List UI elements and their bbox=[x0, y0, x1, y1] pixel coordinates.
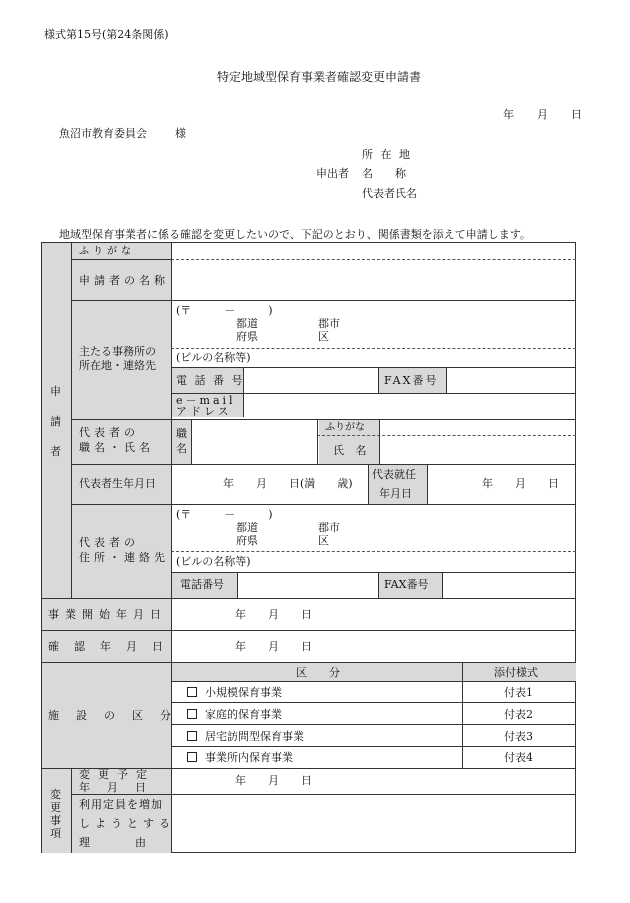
rep-furigana-label: ふりがな bbox=[325, 422, 365, 433]
facility-attach: 付表3 bbox=[504, 730, 533, 743]
applicant-name-label: 名 称 bbox=[362, 167, 406, 180]
rep-address-label-2: 住所・連絡先 bbox=[79, 551, 169, 564]
reason-label-2: しようとする bbox=[79, 817, 175, 830]
rep-fax-label: FAX番号 bbox=[384, 578, 429, 591]
facility-item[interactable] bbox=[187, 687, 282, 698]
office-postal: (〒 － ) bbox=[176, 304, 273, 317]
checkbox[interactable] bbox=[187, 687, 197, 697]
office-label-2: 所在地・連絡先 bbox=[79, 359, 156, 372]
facility-item[interactable] bbox=[187, 709, 282, 720]
rep-title-label-1: 職 bbox=[176, 427, 187, 440]
office-fax-label: FAX番号 bbox=[384, 374, 439, 387]
facility-label: 施設の区分 bbox=[48, 709, 188, 722]
confirm-date-value: 年 月 日 bbox=[235, 640, 312, 653]
facility-item[interactable] bbox=[187, 731, 304, 742]
office-city-2: 区 bbox=[318, 330, 329, 343]
furigana-label: ふりがな bbox=[79, 246, 135, 257]
change-date-label-1: 変更予定 bbox=[79, 768, 155, 781]
term-value: 年 月 日 bbox=[482, 477, 559, 490]
change-date-value: 年 月 日 bbox=[235, 774, 312, 787]
email-label-1: e－mail bbox=[176, 394, 236, 407]
application-statement: 地域型保育事業者に係る確認を変更したいので、下記のとおり、関係書類を添えて申請します。 bbox=[59, 228, 531, 241]
rep-title-label-2: 名 bbox=[176, 442, 187, 455]
applicant-address-label: 所 在 地 bbox=[362, 148, 412, 161]
confirm-date-label: 確認年月日 bbox=[48, 640, 178, 653]
birth-value: 年 月 日(満 歳) bbox=[223, 477, 353, 490]
rep-label-1: 代表者の bbox=[79, 426, 139, 439]
term-label-1: 代表就任 bbox=[372, 468, 416, 481]
rep-pref-2: 府県 bbox=[236, 534, 258, 547]
reason-label-3: 理 由 bbox=[79, 836, 149, 849]
change-group-label: 変更事項 bbox=[50, 788, 61, 840]
form-number: 様式第15号(第24条関係) bbox=[44, 28, 169, 41]
birth-label: 代表者生年月日 bbox=[79, 477, 156, 490]
honorific: 様 bbox=[175, 127, 186, 140]
office-pref-1: 都道 bbox=[236, 317, 258, 330]
rep-tel-label: 電話番号 bbox=[180, 578, 224, 591]
rep-label-2: 職名・氏名 bbox=[79, 441, 154, 454]
applicant-name-label: 申請者の名称 bbox=[79, 274, 169, 287]
facility-name: 小規模保育事業 bbox=[205, 686, 282, 699]
rep-pref-1: 都道 bbox=[236, 521, 258, 534]
term-label-2: 年月日 bbox=[379, 487, 412, 500]
facility-attach: 付表1 bbox=[504, 686, 533, 699]
facility-name: 家庭的保育事業 bbox=[205, 708, 282, 721]
rep-name-label: 氏 名 bbox=[333, 444, 371, 457]
rep-address-label-1: 代表者の bbox=[79, 536, 139, 549]
office-building: (ビルの名称等) bbox=[176, 351, 251, 364]
rep-postal: (〒 － ) bbox=[176, 508, 273, 521]
start-date-label: 事業開始年月日 bbox=[48, 608, 167, 621]
office-tel-label: 電 話 番 号 bbox=[176, 374, 245, 387]
addressee: 魚沼市教育委員会 bbox=[59, 127, 147, 140]
facility-name: 居宅訪問型保育事業 bbox=[205, 730, 304, 743]
application-form-table bbox=[41, 242, 576, 853]
date-day: 日 bbox=[571, 108, 582, 121]
reason-label-1: 利用定員を増加 bbox=[79, 798, 163, 811]
checkbox[interactable] bbox=[187, 709, 197, 719]
checkbox[interactable] bbox=[187, 731, 197, 741]
facility-item[interactable] bbox=[187, 752, 293, 763]
applicant-group-label: 申請者 bbox=[50, 385, 61, 458]
rep-city-1: 郡市 bbox=[318, 521, 340, 534]
office-pref-2: 府県 bbox=[236, 330, 258, 343]
rep-city-2: 区 bbox=[318, 534, 329, 547]
checkbox[interactable] bbox=[187, 752, 197, 762]
start-date-value: 年 月 日 bbox=[235, 608, 312, 621]
document-title: 特定地域型保育事業者確認変更申請書 bbox=[217, 70, 422, 84]
rep-building: (ビルの名称等) bbox=[176, 555, 251, 568]
change-date-label-2: 年 月 日 bbox=[79, 781, 149, 794]
representative-label: 代表者氏名 bbox=[362, 187, 417, 200]
email-label-2: アドレス bbox=[176, 405, 232, 418]
facility-name: 事業所内保育事業 bbox=[205, 751, 293, 764]
division-header: 区 分 bbox=[296, 666, 340, 679]
facility-attach: 付表2 bbox=[504, 708, 533, 721]
office-label-1: 主たる事務所の bbox=[79, 345, 156, 358]
office-city-1: 郡市 bbox=[318, 317, 340, 330]
date-year: 年 bbox=[503, 108, 514, 121]
applicant-label: 申出者 bbox=[316, 167, 349, 180]
attach-header: 添付様式 bbox=[494, 666, 538, 679]
date-month: 月 bbox=[537, 108, 548, 121]
facility-attach: 付表4 bbox=[504, 751, 533, 764]
